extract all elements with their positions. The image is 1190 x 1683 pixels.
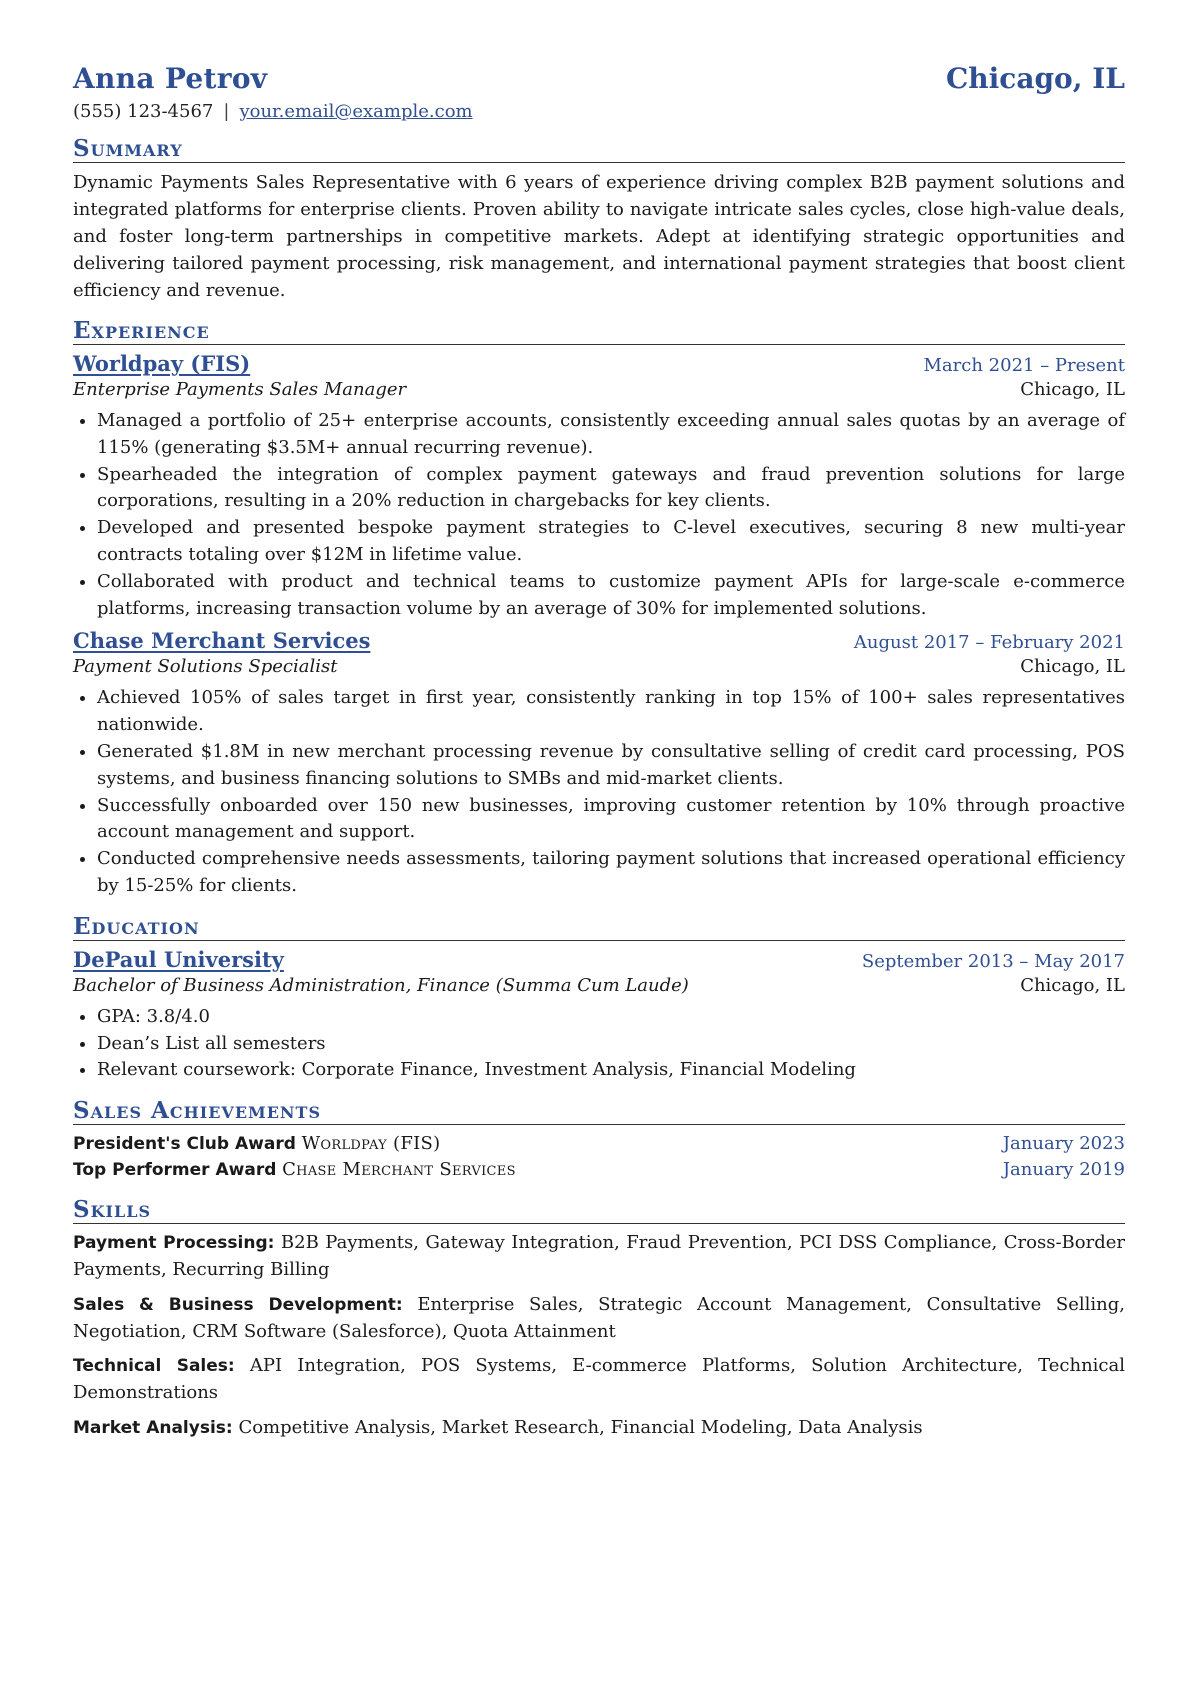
bullet-item: • Relevant coursework: Corporate Finance, Investment Analysis, Financial Modeling <box>97 1057 1125 1084</box>
achievement-org: Worldpay (FIS) <box>301 1133 441 1155</box>
skill-label: Sales & Business Development: <box>73 1294 403 1315</box>
bullet-item: • Managed a portfolio of 25+ enterprise accounts, consistently exceeding annual sales quotas by an average of 115% (generating $3.5M+ annual recurring revenue). <box>97 408 1125 462</box>
bullet-item: • Achieved 105% of sales target in first year, consistently ranking in top 15% of 100+ sales representatives nationwide. <box>97 685 1125 739</box>
education-bullets <box>73 1004 1125 1084</box>
section-heading-education: Education <box>73 914 1125 941</box>
section-heading-summary: Summary <box>73 136 1125 163</box>
job-title: Payment Solutions Specialist <box>73 656 338 678</box>
skill-label: Payment Processing: <box>73 1233 275 1254</box>
achievement-item <box>73 1131 1125 1157</box>
achievements-list <box>73 1131 1125 1183</box>
education-dates: September 2013 – May 2017 <box>861 950 1125 972</box>
education-entry <box>73 947 1125 1084</box>
skills-list <box>73 1230 1125 1442</box>
candidate-name: Anna Petrov <box>73 62 268 95</box>
skill-group <box>73 1292 1125 1346</box>
header <box>73 62 1125 95</box>
bullet-item: • Developed and presented bespoke payment strategies to C-level executives, securing 8 new multi-year contracts totaling over $12M in lifetime value. <box>97 515 1125 569</box>
achievement-item <box>73 1157 1125 1183</box>
school-location: Chicago, IL <box>1020 974 1125 996</box>
employer-link[interactable]: Worldpay (FIS) <box>73 351 251 376</box>
experience-entry <box>73 351 1125 622</box>
bullet-item: • Dean’s List all semesters <box>97 1031 1125 1058</box>
contact-separator: | <box>223 101 230 122</box>
contact-line <box>73 101 1125 122</box>
employer-link[interactable]: Chase Merchant Services <box>73 628 371 654</box>
experience-bullets <box>73 408 1125 622</box>
school-link[interactable]: DePaul University <box>73 946 284 972</box>
phone-number: (555) 123-4567 <box>73 101 214 122</box>
bullet-item: • Successfully onboarded over 150 new businesses, improving customer retention by 10% through proactive account management and support. <box>97 793 1125 847</box>
skill-text: Enterprise Sales, Strategic Account Management, Consultative Selling, Negotiation, CRM Software (Salesforce), Quota Attainment <box>73 1293 1125 1342</box>
bullet-item: • GPA: 3.8/4.0 <box>97 1004 1125 1031</box>
candidate-location: Chicago, IL <box>945 62 1125 95</box>
section-heading-skills: Skills <box>73 1197 1125 1224</box>
experience-bullets <box>73 685 1125 899</box>
bullet-item: • Generated $1.8M in new merchant processing revenue by consultative selling of credit card processing, POS systems, and business financing solutions to SMBs and mid-market clients. <box>97 739 1125 793</box>
skill-label: Market Analysis: <box>73 1417 233 1438</box>
skill-group <box>73 1230 1125 1284</box>
achievement-title: Top Performer Award <box>73 1160 277 1181</box>
skill-text: B2B Payments, Gateway Integration, Fraud Prevention, PCI DSS Compliance, Cross-Border Payments, Recurring Billing <box>73 1232 1125 1280</box>
employment-dates: August 2017 – February 2021 <box>853 632 1125 654</box>
bullet-item: • Collaborated with product and technical teams to customize payment APIs for large-scale e-commerce platforms, increasing transaction volume by an average of 30% for implemented solutions. <box>97 569 1125 623</box>
skill-text: Competitive Analysis, Market Research, Financial Modeling, Data Analysis <box>238 1416 923 1438</box>
job-location: Chicago, IL <box>1020 656 1125 678</box>
email-link[interactable]: your.email@example.com <box>239 101 473 122</box>
section-heading-achievements: Sales Achievements <box>73 1098 1125 1125</box>
achievement-date: January 2023 <box>1002 1133 1125 1155</box>
section-heading-experience: Experience <box>73 318 1125 345</box>
skill-text: API Integration, POS Systems, E-commerce Platforms, Solution Architecture, Technical Demonstrations <box>73 1355 1125 1404</box>
achievement-org: Chase Merchant Services <box>282 1159 516 1181</box>
experience-entry <box>73 628 1125 899</box>
employment-dates: March 2021 – Present <box>923 355 1125 376</box>
achievement-date: January 2019 <box>1002 1159 1125 1181</box>
job-title: Enterprise Payments Sales Manager <box>73 379 407 400</box>
skill-group <box>73 1415 1125 1442</box>
achievement-title: President's Club Award <box>73 1134 296 1155</box>
resume-page <box>73 62 1125 1442</box>
skill-group <box>73 1353 1125 1407</box>
bullet-item: • Spearheaded the integration of complex payment gateways and fraud prevention solutions for large corporations, resulting in a 20% reduction in chargebacks for key clients. <box>97 462 1125 516</box>
skill-label: Technical Sales: <box>73 1356 235 1377</box>
job-location: Chicago, IL <box>1020 379 1125 400</box>
degree: Bachelor of Business Administration, Finance (Summa Cum Laude) <box>73 974 689 996</box>
bullet-item: • Conducted comprehensive needs assessments, tailoring payment solutions that increased operational efficiency by 15-25% for clients. <box>97 846 1125 900</box>
summary-text: Dynamic Payments Sales Representative with 6 years of experience driving complex B2B payment solutions and integrated platforms for enterprise clients. Proven ability to navigate intricate sales cycles, close high-value deals, and foster long-term partnerships in competitive markets. Adept at identifying strategic opportunities and delivering tailored payment processing, risk management, and international payment strategies that boost client efficiency and revenue. <box>73 172 1125 301</box>
